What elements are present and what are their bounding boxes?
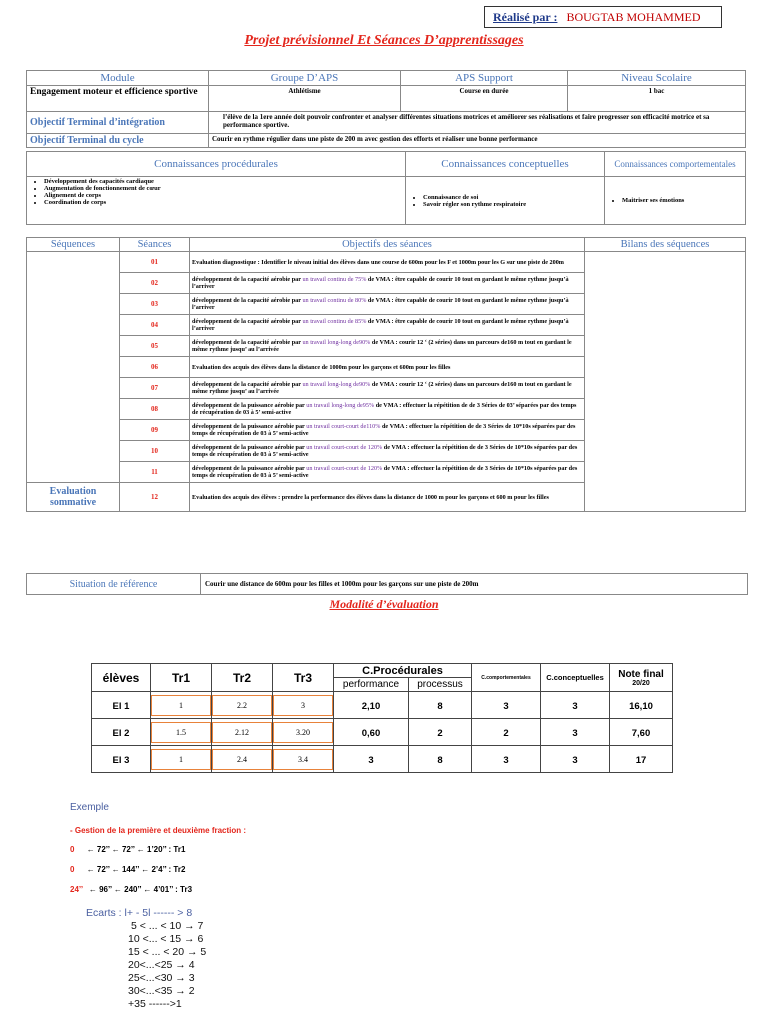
example-title: Exemple: [70, 802, 109, 813]
note-value: 16,10: [629, 701, 653, 712]
objective-text: de VMA : être capable de courir 10 tout en gardant le même rythme jusqu’à l’arriver: [192, 297, 569, 311]
objective-highlight: un travail long-long de90%: [302, 381, 371, 388]
objective-text: de VMA : être capable de courir 10 tout en gardant le même rythme jusqu’à l’arriver: [192, 318, 569, 332]
line-lead: 0: [70, 865, 75, 874]
line-rest: ← 72’’ ← 144’’ ← 2’4’’ : Tr2: [86, 865, 186, 874]
tr2-header: Tr2: [212, 664, 273, 692]
seance-objective: [190, 315, 585, 336]
bilan-cell: [585, 252, 746, 512]
objective-text: développement de la capacité aérobie par: [192, 297, 303, 304]
seance-objective: [190, 483, 585, 512]
objective-text: de VMA : être capable de courir 10 tout en gardant le même rythme jusqu’à l’arriver: [192, 276, 569, 290]
proc-value: 2: [437, 728, 443, 739]
table-row: [27, 252, 746, 273]
objective-highlight: un travail continu de 75%: [302, 276, 367, 283]
objective-text: développement de la capacité aérobie par: [192, 318, 303, 325]
tr2-value: 2.2: [212, 695, 272, 716]
conceptuelles-header: Connaissances conceptuelles: [406, 152, 605, 177]
comp-value: 3: [503, 701, 509, 712]
perf-cell: [334, 692, 409, 719]
bilans-header: Bilans des séquences: [585, 238, 746, 252]
objective-text: développement de la capacité aérobie par: [192, 381, 303, 388]
list-item: • Coordination de corps: [44, 199, 402, 206]
otc-label: Objectif Terminal du cycle: [27, 134, 209, 148]
list-item: • Savoir régler son rythme respiratoire: [423, 201, 601, 208]
example-subtitle: - Gestion de la première et deuxième fraction :: [70, 826, 247, 835]
note-cell: [610, 719, 673, 746]
proc-value: 8: [437, 701, 443, 712]
seance-number: 08: [120, 399, 190, 420]
objective-text: Evaluation diagnostique : Identifier le niveau initial des élèves dans une course de 600m pour les F et 1000m pour les G sur une piste de 200m: [192, 258, 564, 266]
objective-text: développement de la capacité aérobie par: [192, 276, 303, 283]
objective-highlight: un travail continu de 80%: [302, 297, 367, 304]
objective-highlight: un travail continu de 85%: [302, 318, 367, 325]
comp-value: 3: [503, 755, 509, 766]
comportementales-header: Connaissances comportementales: [605, 152, 746, 177]
objective-text: de VMA : effectuer la répétition de de 3 Séries de 10*10s séparées par des temps de récupération de 03 à 5’ semi-active: [192, 423, 576, 437]
perf-value: 0,60: [361, 728, 381, 739]
oti-text: l’élève de la 1ere année doit pouvoir confronter et analyser différentes situations motrices et améliorer ses réalisations et faire progresser son efficacité motrice et sa performance sportive.: [209, 112, 746, 134]
table-row: [92, 692, 673, 719]
note-cell: [610, 746, 673, 773]
sequence-cell: [27, 252, 120, 483]
aps-header: APS Support: [401, 71, 568, 86]
comportementales-cell: [605, 177, 746, 225]
evaluation-grid: [91, 663, 673, 773]
tr2-value: 2.12: [212, 722, 272, 743]
objective-text: Evaluation des acquis des élèves dans la distance de 1000m pour les garçons et 600m pour les filles: [192, 363, 451, 371]
seance-objective: [190, 441, 585, 462]
el-cell: [92, 692, 151, 719]
tr3-header: Tr3: [273, 664, 334, 692]
ecarts-line: 30<...<35 → 2: [128, 985, 195, 997]
table-row: [92, 719, 673, 746]
seance-number: 04: [120, 315, 190, 336]
tr3-cell: [273, 746, 334, 773]
seance-objective: [190, 294, 585, 315]
groupe-header: Groupe D’APS: [209, 71, 401, 86]
seance-number: 12: [120, 483, 190, 512]
objective-text: de VMA : effectuer la répétition de de 3 Séries de 03’ séparées par des temps de récupération de 03 à 5’ semi-active: [192, 402, 577, 416]
ecarts-line: 15 < ... < 20 → 5: [128, 946, 207, 958]
page-title: Projet prévisionnel Et Séances D’apprentissages: [244, 33, 524, 48]
aps-value: Course en durée: [401, 86, 568, 112]
proc-value: 8: [437, 755, 443, 766]
oti-label: Objectif Terminal d’intégration: [27, 112, 209, 134]
objective-text: développement de la puissance aérobie par: [192, 423, 307, 430]
perf-header: performance: [334, 678, 409, 692]
eleves-header: élèves: [92, 664, 151, 692]
seance-number: 03: [120, 294, 190, 315]
list-item: • Maitriser ses émotions: [622, 197, 742, 204]
tr1-cell: [151, 746, 212, 773]
el-cell: [92, 746, 151, 773]
module-header: Module: [27, 71, 209, 86]
module-value: Engagement moteur et efficience sportive: [27, 86, 209, 112]
objectifs-header: Objectifs des séances: [190, 238, 585, 252]
cons-cell: [541, 719, 610, 746]
note-header-sub: 20/20: [632, 679, 650, 687]
evaluation-label: Evaluation sommative: [27, 483, 120, 512]
tr2-cell: [212, 719, 273, 746]
objective-text: de VMA : courir 12 ‘ (2 séries) dans un parcours de160 m tout en gardant le même rythme jusqu’ au l’arrivée: [192, 339, 572, 353]
proc-cell: [409, 719, 472, 746]
seances-header: Séances: [120, 238, 190, 252]
seance-number: 07: [120, 378, 190, 399]
seance-number: 09: [120, 420, 190, 441]
author-name: BOUGTAB MOHAMMED: [566, 10, 701, 24]
author-label: Réalisé par :: [493, 10, 558, 24]
el-value: El 3: [112, 755, 130, 766]
list-item: • Augmentation de fonctionnement de cœur: [44, 185, 402, 192]
sequences-header: Séquences: [27, 238, 120, 252]
note-header-label: Note final: [618, 668, 664, 680]
comp-value: 2: [503, 728, 509, 739]
seance-objective: [190, 336, 585, 357]
otc-text: Courir en rythme régulier dans une piste de 200 m avec gestion des efforts et réaliser une bonne performance: [209, 134, 746, 148]
objective-highlight: un travail court-court de110%: [306, 423, 381, 430]
list-item: • Développement des capacités cardiaque: [44, 178, 402, 185]
objective-highlight: un travail court-court de 120%: [306, 465, 383, 472]
tr3-value: 3.20: [273, 722, 333, 743]
comportementales-list: [608, 197, 742, 204]
seance-objective: [190, 378, 585, 399]
objective-highlight: un travail court-court de 120%: [306, 444, 383, 451]
conceptuelles-cell: [406, 177, 605, 225]
tr3-cell: [273, 719, 334, 746]
line-lead: 0: [70, 845, 75, 854]
niveau-header: Niveau Scolaire: [568, 71, 746, 86]
perf-cell: [334, 719, 409, 746]
ccomp-header: C.comportementales: [472, 664, 541, 692]
objective-text: développement de la puissance aérobie par: [192, 402, 307, 409]
situation-table: [26, 573, 748, 595]
cons-cell: [541, 746, 610, 773]
comp-cell: [472, 719, 541, 746]
cons-value: 3: [572, 701, 578, 712]
objective-text: de VMA : courir 12 ‘ (2 séries) dans un parcours de160 m tout en gardant le même rythme jusqu’ au l’arrivée: [192, 381, 572, 395]
modalite-title: Modalité d’évaluation: [329, 597, 439, 611]
note-cell: [610, 692, 673, 719]
ecarts-line: 5 < ... < 10 → 7: [131, 920, 204, 932]
comp-cell: [472, 692, 541, 719]
sequences-body: [27, 252, 746, 512]
perf-value: 2,10: [361, 701, 381, 712]
objective-highlight: un travail long-long de95%: [306, 402, 375, 409]
line-rest: ← 72’’ ← 72’’ ← 1’20’’ : Tr1: [86, 845, 186, 854]
seance-objective: [190, 420, 585, 441]
note-header: [610, 664, 673, 692]
ecarts-line: Ecarts : l+ - 5l ------ > 8: [86, 907, 193, 919]
example-line-1: [70, 845, 185, 854]
tr3-cell: [273, 692, 334, 719]
conceptuelles-list: [409, 194, 601, 208]
proc-cell: [409, 746, 472, 773]
ccons-header: C.conceptuelles: [541, 664, 610, 692]
module-table: [26, 70, 746, 148]
tr1-header: Tr1: [151, 664, 212, 692]
ecarts-line: 10 <... < 15 → 6: [128, 933, 204, 945]
sequences-table: [26, 237, 746, 512]
groupe-value: Athlétisme: [209, 86, 401, 112]
table-row: [92, 746, 673, 773]
seance-objective: [190, 462, 585, 483]
tr1-cell: [151, 719, 212, 746]
perf-value: 3: [368, 755, 374, 766]
tr3-value: 3.4: [273, 749, 333, 770]
objective-text: développement de la puissance aérobie par: [192, 444, 307, 451]
ecarts-line: 20<...<25 → 4: [128, 959, 195, 971]
situation-text: Courir une distance de 600m pour les filles et 1000m pour les garçons sur une piste de 200m: [201, 574, 748, 595]
seance-number: 01: [120, 252, 190, 273]
tr1-value: 1: [151, 695, 211, 716]
objective-text: Evaluation des acquis des élèves : prendre la performance des élèves dans la distance de 1000 m pour les garçons et 600 m pour les filles: [192, 493, 549, 501]
example-line-3: [70, 885, 192, 894]
seance-number: 02: [120, 273, 190, 294]
procedurales-list: [30, 178, 402, 206]
cons-value: 3: [572, 755, 578, 766]
el-value: El 2: [112, 728, 130, 739]
objective-text: développement de la puissance aérobie par: [192, 465, 307, 472]
seance-objective: [190, 252, 585, 273]
el-cell: [92, 719, 151, 746]
seance-number: 10: [120, 441, 190, 462]
ecarts-line: 25<...<30 → 3: [128, 972, 195, 984]
situation-label: Situation de référence: [27, 574, 201, 595]
seance-objective: [190, 273, 585, 294]
procedurales-header: Connaissances procédurales: [27, 152, 406, 177]
seance-objective: [190, 399, 585, 420]
seance-number: 11: [120, 462, 190, 483]
tr1-value: 1.5: [151, 722, 211, 743]
tr1-cell: [151, 692, 212, 719]
comp-cell: [472, 746, 541, 773]
proc-cell: [409, 692, 472, 719]
list-item: • Connaissance de soi: [423, 194, 601, 201]
example-line-2: [70, 865, 185, 874]
ecarts-line: +35 ------>1: [128, 998, 182, 1010]
seance-number: 06: [120, 357, 190, 378]
tr2-value: 2.4: [212, 749, 272, 770]
seance-number: 05: [120, 336, 190, 357]
tr2-cell: [212, 746, 273, 773]
perf-cell: [334, 746, 409, 773]
grid-body: [92, 692, 673, 773]
line-rest: ← 96’’ ← 240’’ ← 4’01’’ : Tr3: [88, 885, 193, 894]
list-item: • Alignement de corps: [44, 192, 402, 199]
objective-highlight: un travail long-long de90%: [302, 339, 371, 346]
procedurales-cell: [27, 177, 406, 225]
knowledge-table: [26, 151, 746, 225]
objective-text: de VMA : effectuer la répétition de de 3 Séries de 10*10s séparées par des temps de récupération de 03 à 5’ semi-active: [192, 444, 578, 458]
note-value: 17: [635, 755, 647, 766]
seance-objective: [190, 357, 585, 378]
line-lead: 24’’: [70, 885, 83, 894]
cproc-header: C.Procédurales: [334, 664, 472, 678]
tr3-value: 3: [273, 695, 333, 716]
note-value: 7,60: [631, 728, 651, 739]
el-value: El 1: [112, 701, 130, 712]
author-box: [484, 6, 722, 28]
tr2-cell: [212, 692, 273, 719]
niveau-value: 1 bac: [568, 86, 746, 112]
cons-value: 3: [572, 728, 578, 739]
proc-header: processus: [409, 678, 472, 692]
tr1-value: 1: [151, 749, 211, 770]
objective-text: de VMA : effectuer la répétition de de 3 Séries de 10*10s séparées par des temps de récupération de 03 à 5’ semi-active: [192, 465, 578, 479]
cons-cell: [541, 692, 610, 719]
objective-text: développement de la capacité aérobie par: [192, 339, 303, 346]
